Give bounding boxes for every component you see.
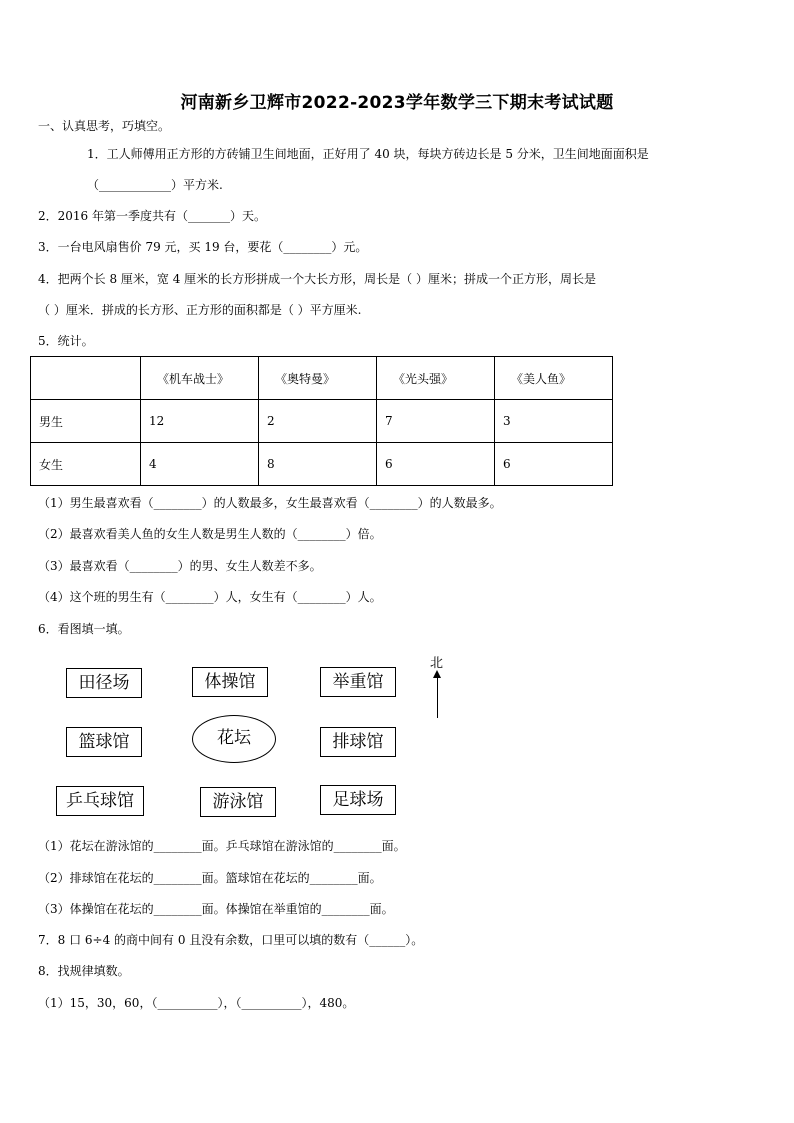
question-5-sub-3: （3）最喜欢看（________）的男、女生人数差不多。	[38, 559, 322, 573]
table-cell: 7	[377, 400, 495, 443]
place-juzhong: 举重馆	[320, 667, 396, 697]
question-1-line-2: （____________）平方米.	[87, 178, 223, 192]
question-5-sub-4: （4）这个班的男生有（________）人，女生有（________）人。	[38, 590, 382, 604]
place-pingpang: 乒乓球馆	[56, 786, 144, 816]
statistics-table	[30, 356, 613, 486]
table-row	[31, 443, 613, 486]
table-cell: 2	[259, 400, 377, 443]
table-header-cell: 《美人鱼》	[495, 357, 613, 400]
question-8-sub-1: （1）15，30，60，（__________），（__________），480。	[38, 996, 355, 1010]
table-row-label: 女生	[31, 443, 141, 486]
place-tianjing: 田径场	[66, 668, 142, 698]
place-youyong: 游泳馆	[200, 787, 276, 817]
table-cell: 6	[377, 443, 495, 486]
table-header-row	[31, 357, 613, 400]
table-cell: 4	[141, 443, 259, 486]
table-cell: 12	[141, 400, 259, 443]
question-8-heading: 8．找规律填数。	[38, 964, 130, 978]
place-huatan: 花坛	[192, 715, 276, 763]
table-row-label: 男生	[31, 400, 141, 443]
table-row	[31, 400, 613, 443]
place-zuqiu: 足球场	[320, 785, 396, 815]
place-lanqiu: 篮球馆	[66, 727, 142, 757]
table-header-cell: 《机车战士》	[141, 357, 259, 400]
section-heading: 一、认真思考，巧填空。	[38, 119, 171, 133]
question-5-sub-1: （1）男生最喜欢看（________）的人数最多，女生最喜欢看（________）的人数最多。	[38, 496, 502, 510]
question-4-line-1: 4．把两个长 8 厘米，宽 4 厘米的长方形拼成一个大长方形，周长是（ ）厘米；拼成一个正方形，周长是	[38, 272, 596, 286]
question-5-sub-2: （2）最喜欢看美人鱼的女生人数是男生人数的（________）倍。	[38, 527, 382, 541]
table-cell: 3	[495, 400, 613, 443]
question-6-sub-2: （2）排球馆在花坛的________面。篮球馆在花坛的________面。	[38, 871, 382, 885]
place-ticao: 体操馆	[192, 667, 268, 697]
question-2: 2．2016 年第一季度共有（_______）天。	[38, 209, 266, 223]
question-5-heading: 5．统计。	[38, 334, 94, 348]
page-title: 河南新乡卫辉市2022-2023学年数学三下期末考试试题	[180, 93, 614, 113]
place-paiqiu: 排球馆	[320, 727, 396, 757]
table-header-cell: 《光头强》	[377, 357, 495, 400]
table-header-cell	[31, 357, 141, 400]
question-7: 7．8 口 6÷4 的商中间有 0 且没有余数，口里可以填的数有（______）。	[38, 933, 424, 947]
table-cell: 6	[495, 443, 613, 486]
question-1-line-1: 1．工人师傅用正方形的方砖铺卫生间地面，正好用了 40 块，每块方砖边长是 5 分米，卫生间地面面积是	[87, 147, 649, 161]
north-arrow-shaft	[437, 676, 438, 718]
question-3: 3．一台电风扇售价 79 元，买 19 台，要花（________）元。	[38, 240, 368, 254]
question-4-line-2: （ ）厘米．拼成的长方形、正方形的面积都是（ ）平方厘米.	[38, 303, 362, 317]
north-label: 北	[430, 656, 444, 671]
question-6-sub-3: （3）体操馆在花坛的________面。体操馆在举重馆的________面。	[38, 902, 394, 916]
table-cell: 8	[259, 443, 377, 486]
table-header-cell: 《奥特曼》	[259, 357, 377, 400]
question-6-heading: 6．看图填一填。	[38, 622, 130, 636]
question-6-sub-1: （1）花坛在游泳馆的________面。乒乓球馆在游泳馆的________面。	[38, 839, 406, 853]
